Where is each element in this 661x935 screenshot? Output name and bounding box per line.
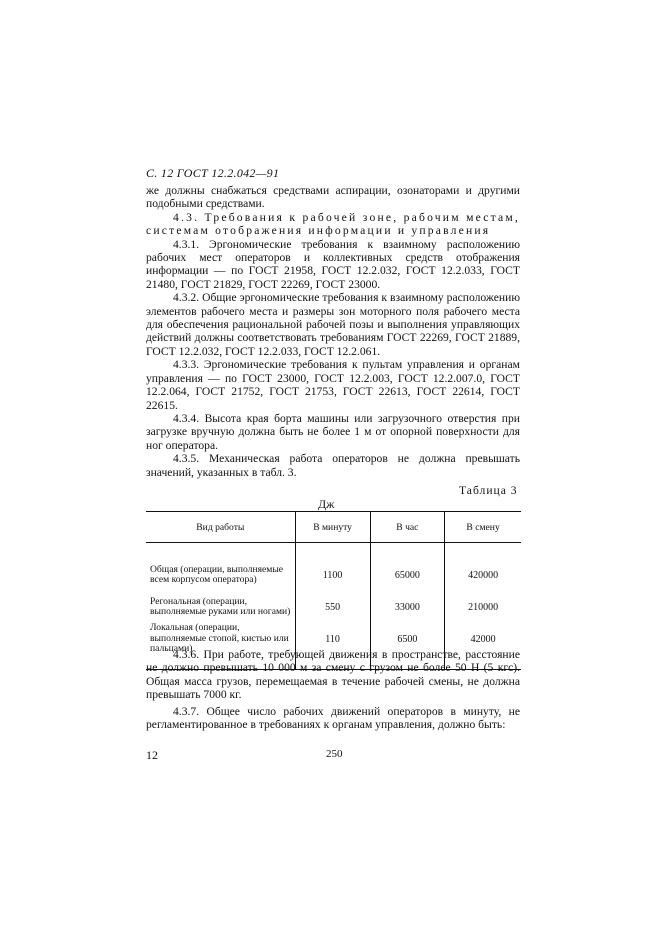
body-text-bottom [146,648,520,731]
row-work: Общая (операции, выполняемые всем корпусом оператора) [150,563,284,585]
paragraph-4-3-6: 4.3.6. При работе, требующей движения в пространстве, расстояние не должно превышать 10 000 м за смену с грузом не более 50 Н (5 кгс). Общая масса грузов, перемещаемая в течение рабочей смены, не должна превышать 7000 кг. [146,648,520,702]
paragraph-4-3-3: 4.3.3. Эргономические требования к пультам управления и органам управления — по ГОСТ 23000, ГОСТ 12.2.003, ГОСТ 12.2.007.0, ГОСТ 12.2.064, ГОСТ 21752, ГОСТ 21753, ГОСТ 22613, ГОСТ 22614, ГОСТ 22615. [146,358,520,412]
header-per-shift: В смену [445,512,521,543]
row-work: Регональная (операции, выполняемые руками или ногами) [150,595,291,617]
table-row [146,559,521,591]
page-number-center: 250 [326,748,343,760]
header-per-minute: В минуту [295,512,370,543]
row-per-hour: 65000 [370,559,445,591]
table-unit: Дж [318,497,335,511]
row-per-minute: 550 [295,591,370,623]
paragraph-continuation: же должны снабжаться средствами аспирации, озонаторами и другими подобными средствами. [146,184,520,211]
row-per-shift: 42000 [445,623,521,655]
paragraph-4-3-4: 4.3.4. Высота края борта машины или загрузочного отверстия при загрузке вручную должна быть не более 1 м от опорной поверхности для ног оператора. [146,411,520,452]
page-header: С. 12 ГОСТ 12.2.042—91 [146,166,280,180]
row-per-hour: 6500 [370,623,445,655]
paragraph-4-3-5: 4.3.5. Механическая работа операторов не должна превышать значений, указанных в табл. 3. [146,452,520,479]
row-per-shift: 210000 [445,591,521,623]
paragraph-4-3-2: 4.3.2. Общие эргономические требования к взаимному расположению элементов рабочего места и размеры зон моторного поля рабочего места для обеспечения рациональной рабочей позы и выполнения управляющих действий должны соответствовать требованиям ГОСТ 22269, ГОСТ 21889, ГОСТ 12.2.032, ГОСТ 12.2.033, ГОСТ 12.2.061. [146,291,520,358]
row-per-minute: 110 [295,623,370,655]
header-work-type: Вид работы [146,512,295,543]
table-caption: Таблица 3 [459,484,518,497]
page-number-left: 12 [146,748,158,762]
row-per-hour: 33000 [370,591,445,623]
row-work: Локальная (операции, выполняемые стопой, кистью или пальцами) [150,622,289,655]
body-text-top [146,184,520,479]
header-per-hour: В час [370,512,445,543]
work-table [146,511,521,670]
row-per-shift: 420000 [445,559,521,591]
paragraph-4-3-1: 4.3.1. Эргономические требования к взаимному расположению рабочих мест операторов и коллективных средств отображения информации — по ГОСТ 21958, ГОСТ 12.2.032, ГОСТ 12.2.033, ГОСТ 21480, ГОСТ 21829, ГОСТ 22269, ГОСТ 23000. [146,237,520,291]
paragraph-4-3-7: 4.3.7. Общее число рабочих движений операторов в минуту, не регламентированное в требованиях к органам управления, должно быть: [146,704,520,732]
table-row [146,591,521,623]
row-per-minute: 1100 [295,559,370,591]
section-heading-4-3: 4.3. Требования к рабочей зоне, рабочим местам, системам отображения информации и управления [146,210,520,238]
